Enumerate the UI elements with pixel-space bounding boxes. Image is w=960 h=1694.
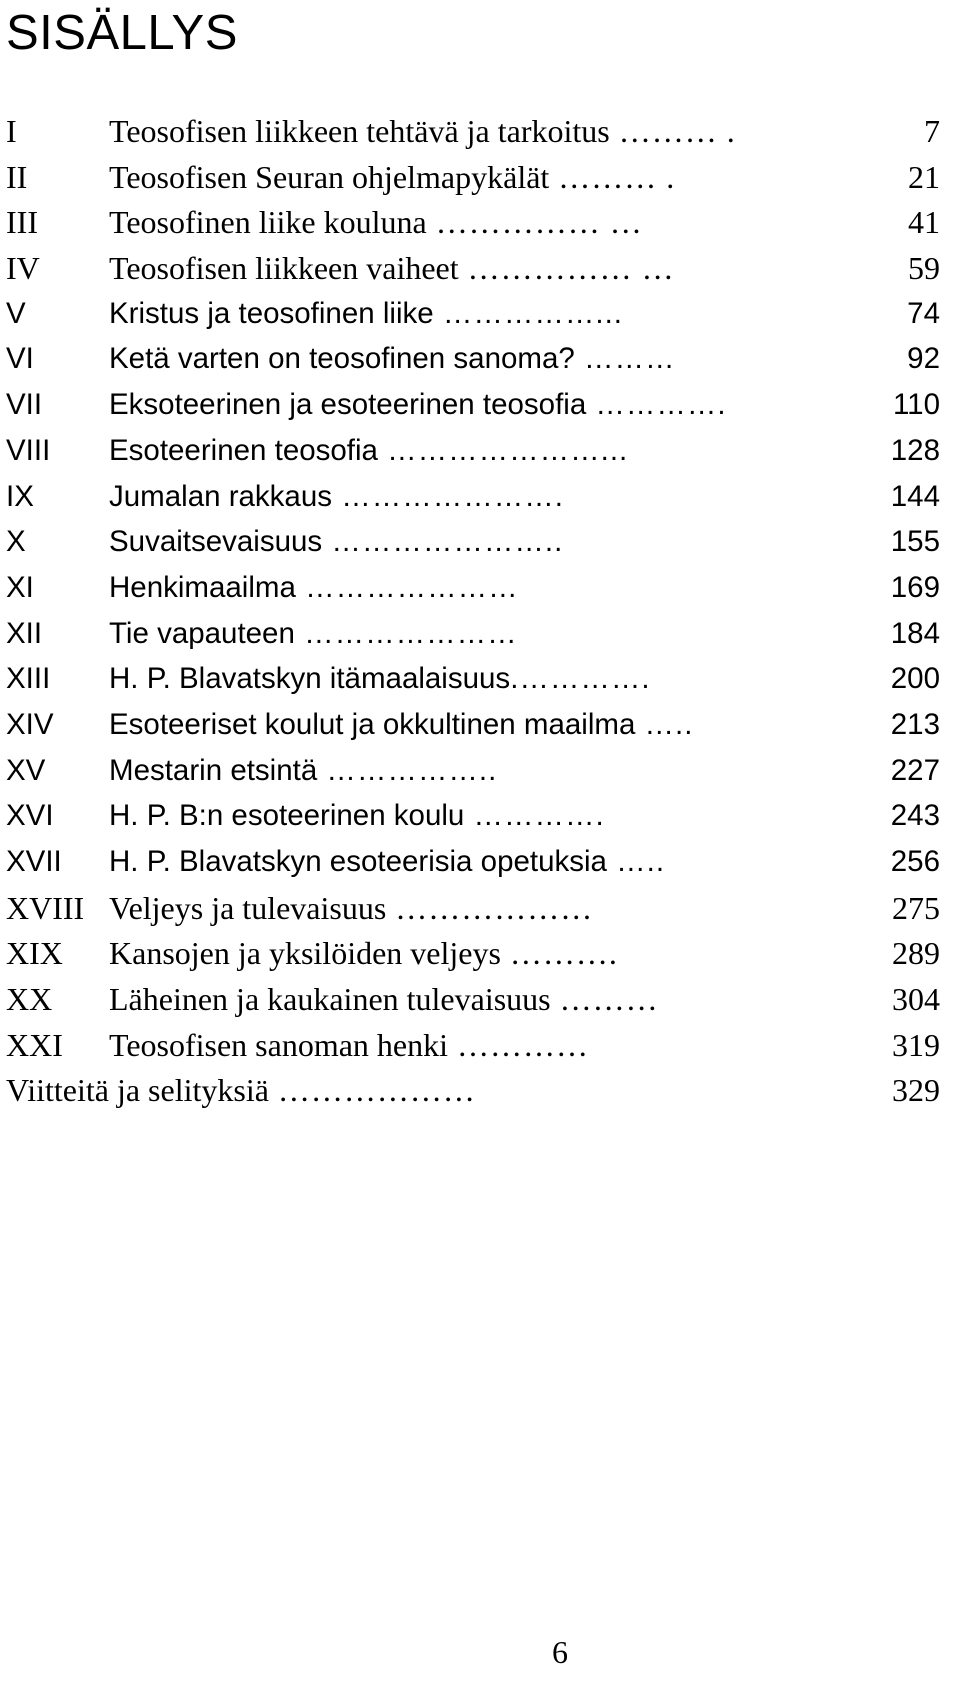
leader-dots: …………. [464, 799, 605, 833]
toc-entry [0, 291, 960, 337]
chapter-title [109, 748, 497, 794]
page-reference: 128 [890, 433, 940, 467]
page-number: 6 [552, 1634, 568, 1670]
page-reference: 169 [890, 570, 940, 604]
chapter-title-text: Eksoteerinen ja esoteerinen teosofia [109, 388, 587, 422]
chapter-title [109, 565, 519, 611]
chapter-number: XVIII [6, 889, 85, 926]
page-reference: 243 [890, 799, 940, 833]
leader-dots: …………… … [458, 250, 675, 287]
page-reference: 227 [890, 753, 940, 787]
chapter-title-text: Henkimaailma [109, 570, 296, 604]
chapter-title-text: Teosofisen liikkeen vaiheet [109, 250, 459, 287]
toc-entry [0, 245, 960, 291]
chapter-number: VI [6, 342, 34, 376]
toc-entry [0, 382, 960, 428]
chapter-title [109, 199, 643, 245]
chapter-title [109, 1022, 589, 1068]
toc-entry [0, 108, 960, 154]
leader-dots: ……………… [386, 889, 594, 926]
chapter-title [109, 611, 518, 657]
leader-dots: ……………... [433, 296, 623, 330]
chapter-title-text: Kansojen ja yksilöiden veljeys [109, 935, 501, 972]
toc-entry [0, 611, 960, 657]
chapter-number: IV [6, 250, 40, 287]
chapter-title [109, 382, 727, 428]
chapter-number: VII [6, 388, 43, 422]
chapter-title-text: Esoteeriset koulut ja okkultinen maailma [109, 707, 636, 741]
chapter-number: XIV [6, 707, 54, 741]
chapter-title [109, 976, 659, 1022]
chapter-title [109, 656, 651, 702]
page-reference: 21 [908, 158, 940, 195]
page-reference: 275 [892, 889, 940, 926]
toc-entry [0, 565, 960, 611]
toc-entry [0, 1022, 960, 1068]
page-reference: 184 [890, 616, 940, 650]
chapter-title-text: Teosofinen liike kouluna [109, 204, 427, 241]
toc-entry [0, 656, 960, 702]
chapter-title [109, 291, 623, 337]
leader-dots: …………………. [332, 479, 564, 513]
leader-dots: ……… . [549, 158, 676, 195]
chapter-title-text: Suvaitsevaisuus [109, 525, 323, 559]
chapter-title [109, 519, 563, 565]
chapter-number: XIII [6, 662, 51, 696]
chapter-number: XVI [6, 799, 54, 833]
leader-dots: …………. [586, 388, 727, 422]
leader-dots: ……… . [609, 113, 736, 149]
chapter-number: XX [6, 981, 53, 1018]
toc-entry [0, 336, 960, 382]
chapter-number: II [6, 158, 28, 195]
chapter-title [109, 336, 675, 382]
chapter-number: XVII [6, 845, 62, 878]
page-reference: 144 [890, 479, 940, 513]
toc-entry [0, 885, 960, 931]
chapter-title [109, 793, 605, 839]
chapter-title-text: Teosofisen sanoman henki [109, 1026, 449, 1063]
page-reference: 213 [890, 707, 940, 741]
toc-entry [0, 1067, 960, 1113]
chapter-number: I [6, 113, 17, 149]
toc-entry [0, 839, 960, 885]
page-reference: 92 [907, 342, 940, 376]
toc-entry [0, 930, 960, 976]
page-reference: 110 [892, 388, 940, 422]
toc-entry [0, 702, 960, 748]
chapter-title-text: H. P. Blavatskyn esoteerisia opetuksia [109, 845, 607, 878]
leader-dots: ………………… [295, 570, 519, 604]
chapter-title [109, 885, 593, 931]
page-reference: 7 [924, 113, 940, 149]
chapter-title [109, 474, 564, 520]
leader-dots: ………………… [294, 616, 518, 650]
chapter-title [109, 428, 628, 474]
leader-dots: .…………. [510, 662, 651, 696]
chapter-number: XXI [6, 1026, 63, 1063]
chapter-title-text: Mestarin etsintä [109, 753, 318, 787]
page-title: SISÄLLYS [6, 6, 238, 60]
chapter-number: XII [6, 616, 43, 650]
page-reference: 319 [892, 1026, 940, 1063]
toc-entry [0, 154, 960, 200]
leader-dots: ….. [635, 707, 694, 741]
chapter-number: XI [6, 570, 34, 604]
leader-dots: …………………... [377, 433, 629, 467]
chapter-title [109, 108, 736, 154]
leader-dots: ……… [574, 342, 676, 376]
leader-dots: ………………….. [322, 525, 564, 559]
chapter-title-text: Teosofisen liikkeen tehtävä ja tarkoitus [109, 113, 610, 149]
toc-entry [0, 474, 960, 520]
chapter-title [109, 245, 675, 291]
leader-dots: ………… [448, 1026, 590, 1063]
chapter-title-text: Viitteitä ja selityksiä [6, 1072, 269, 1109]
chapter-title [109, 839, 665, 885]
chapter-title-text: Läheinen ja kaukainen tulevaisuus [109, 981, 551, 1018]
leader-dots: ………. [500, 935, 618, 972]
page-reference: 256 [890, 845, 940, 878]
chapter-number: X [6, 525, 26, 559]
toc-entry [0, 199, 960, 245]
toc-entry [0, 748, 960, 794]
chapter-title [109, 154, 675, 200]
toc-entry [0, 428, 960, 474]
chapter-title-text: H. P. Blavatskyn itämaalaisuus [109, 662, 511, 696]
table-of-contents [0, 108, 960, 1113]
leader-dots: ….. [606, 845, 666, 878]
chapter-title [109, 930, 618, 976]
leader-dots: ……………… [268, 1072, 476, 1109]
chapter-title-text: Teosofisen Seuran ohjelmapykälät [109, 158, 550, 195]
leader-dots: …………….. [317, 753, 498, 787]
chapter-title-text: Kristus ja teosofinen liike [109, 296, 434, 330]
chapter-number: V [6, 296, 26, 330]
page-reference: 200 [890, 662, 940, 696]
chapter-title [109, 702, 693, 748]
chapter-number: III [6, 204, 38, 241]
page-reference: 289 [892, 935, 940, 972]
toc-entry [0, 976, 960, 1022]
page-reference: 41 [908, 204, 940, 241]
leader-dots: ……… [550, 981, 659, 1018]
chapter-number: XIX [6, 935, 63, 972]
page-reference: 155 [890, 525, 940, 559]
page-reference: 304 [892, 981, 940, 1018]
chapter-title-text: Tie vapauteen [109, 616, 295, 650]
chapter-title-text: H. P. B:n esoteerinen koulu [109, 799, 465, 833]
chapter-title [6, 1067, 476, 1113]
leader-dots: …………… … [426, 204, 643, 241]
page-reference: 74 [907, 296, 940, 330]
chapter-title-text: Ketä varten on teosofinen sanoma? [109, 342, 575, 376]
toc-entry [0, 793, 960, 839]
toc-entry [0, 519, 960, 565]
page-reference: 329 [892, 1072, 940, 1109]
chapter-number: IX [6, 479, 34, 513]
chapter-title-text: Esoteerinen teosofia [109, 433, 378, 467]
chapter-title-text: Veljeys ja tulevaisuus [109, 889, 387, 926]
chapter-number: VIII [6, 433, 51, 467]
chapter-number: XV [6, 753, 46, 787]
chapter-title-text: Jumalan rakkaus [109, 479, 332, 513]
page-reference: 59 [908, 250, 940, 287]
